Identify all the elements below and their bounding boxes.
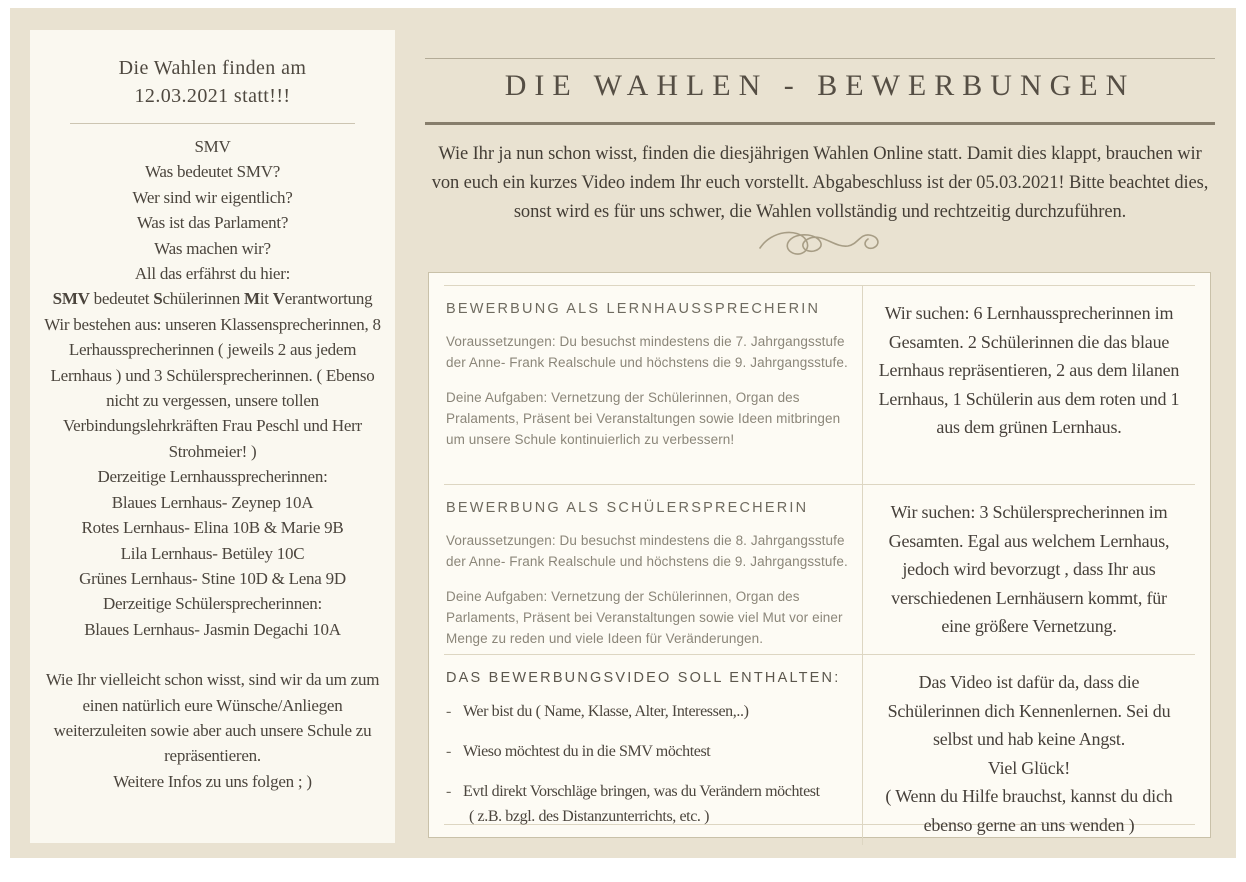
sidebar-line xyxy=(39,134,386,159)
sidebar-line xyxy=(39,566,386,591)
section-paragraph: Deine Aufgaben: Vernetzung der Schülerinnen, Organ des Pralaments, Präsent bei Veranstaltungen sowie Ideen mitbringen um unsere Schule kontinuierlich zu verbessern! xyxy=(446,390,841,447)
sidebar-text-segment: S xyxy=(153,289,163,309)
slide-background xyxy=(10,8,1236,858)
bullet-text: Wer bist du ( Name, Klasse, Alter, Interessen,..) xyxy=(463,703,749,720)
sidebar-heading-line2: 12.03.2021 statt!!! xyxy=(134,85,291,107)
aside-paragraph: Viel Glück! xyxy=(987,757,1071,778)
section-schuelersprecherin xyxy=(444,485,863,655)
sidebar-line xyxy=(39,261,386,286)
sidebar-text-segment: V xyxy=(272,289,285,309)
title-rule-bottom xyxy=(425,122,1215,125)
bullet-marker: - xyxy=(446,783,451,800)
sidebar-text-segment: M xyxy=(243,289,260,309)
bullet-item xyxy=(446,780,852,828)
sidebar-text-segment: Derzeitige Lernhaussprecherinnen: xyxy=(97,467,328,487)
applications-box xyxy=(428,272,1211,838)
sidebar-line xyxy=(39,541,386,566)
bullet-marker: - xyxy=(446,743,451,760)
sidebar-text-segment: Lila Lernhaus- Betüley 10C xyxy=(120,543,305,563)
sidebar-text-segment: Wir bestehen aus: unseren Klassensprecherinnen, 8 Lerhaussprecherinnen ( jeweils 2 aus jedem Lernhaus ) und 3 Schülersprecherinnen. ( Ebenso nicht zu vergessen, unsere tollen Verbindungslehrkräften Frau Peschl und Herr Strohmeier! ) xyxy=(44,314,381,461)
sidebar-text-segment: Weitere Infos zu uns folgen ; ) xyxy=(113,771,312,791)
sidebar-text-segment: Was bedeutet SMV? xyxy=(144,162,281,182)
sidebar-text-segment: Was machen wir? xyxy=(154,238,271,258)
sidebar-line xyxy=(39,490,386,515)
sidebar-text-segment: it xyxy=(259,289,273,309)
section-heading: BEWERBUNG ALS LERNHAUSSPRECHERIN xyxy=(446,301,821,317)
sidebar-divider xyxy=(70,123,355,124)
section-bewerbungsvideo xyxy=(444,655,863,845)
aside-bewerbungsvideo xyxy=(863,655,1195,845)
sidebar-text-segment: chülerinnen xyxy=(162,289,244,309)
sidebar-line xyxy=(39,185,386,210)
applications-grid xyxy=(444,285,1195,835)
sidebar-text-segment: Was ist das Parlament? xyxy=(136,213,289,233)
sidebar-line xyxy=(39,769,386,794)
sidebar-text-segment: Rotes Lernhaus- Elina 10B & Marie 9B xyxy=(81,518,344,538)
sidebar-text-segment: erantwortung xyxy=(284,289,373,309)
sidebar-text-segment: SMV xyxy=(52,289,90,309)
sidebar-heading xyxy=(30,30,395,110)
sidebar-text xyxy=(30,134,395,794)
bullet-item xyxy=(446,740,852,763)
sidebar-line xyxy=(39,236,386,261)
sidebar-line xyxy=(39,617,386,642)
section-heading: BEWERBUNG ALS SCHÜLERSPRECHERIN xyxy=(446,500,809,516)
sidebar-text-segment: Derzeitige Schülersprecherinnen: xyxy=(102,594,323,614)
section-paragraph: Voraussetzungen: Du besuchst mindestens die 8. Jahrgangsstufe der Anne- Frank Realschule und höchstens die 9. Jahrgangsstufe. xyxy=(446,533,848,569)
bullet-text: Wieso möchtest du in die SMV möchtest xyxy=(463,743,711,760)
title-rule-top xyxy=(425,58,1215,59)
aside-paragraph: Wir suchen: 6 Lernhaussprecherinnen im Gesamten. 2 Schülerinnen die das blaue Lernhaus repräsentieren, 2 aus dem lilanen Lernhaus, 1 Schülerin aus dem roten und 1 aus dem grünen Lernhaus. xyxy=(878,303,1180,437)
sidebar-line xyxy=(39,464,386,489)
aside-paragraph: ( Wenn du Hilfe brauchst, kannst du dich ebenso gerne an uns wenden ) xyxy=(885,786,1173,835)
sidebar-line xyxy=(39,667,386,769)
flourish-icon xyxy=(750,220,890,266)
bullet-marker: - xyxy=(446,703,451,720)
page-title: DIE WAHLEN - BEWERBUNGEN xyxy=(504,69,1136,102)
sidebar-text-segment: All das erfährst du hier: xyxy=(134,264,291,284)
section-lernhaussprecherin xyxy=(444,286,863,485)
sidebar-line xyxy=(39,515,386,540)
sidebar-line xyxy=(39,159,386,184)
section-heading: DAS BEWERBUNGSVIDEO SOLL ENTHALTEN: xyxy=(446,670,841,686)
main-content xyxy=(425,8,1215,858)
sidebar-line xyxy=(39,210,386,235)
sidebar-text-segment: SMV xyxy=(194,137,231,156)
sidebar-heading-line1: Die Wahlen finden am xyxy=(118,57,307,79)
sidebar-text-segment: Blaues Lernhaus- Zeynep 10A xyxy=(111,492,314,512)
sidebar-text-segment: bedeutet xyxy=(89,289,154,309)
intro-paragraph: Wie Ihr ja nun schon wisst, finden die diesjährigen Wahlen Online statt. Damit dies klappt, brauchen wir von euch ein kurzes Video indem Ihr euch vorstellt. Abgabeschluss ist der 05.03.2021! Bitte beachtet dies, sonst wird es für uns schwer, die Wahlen vollständig und rechtzeitig durchzuführen. xyxy=(431,144,1209,222)
aside-lernhaussprecherin xyxy=(863,286,1195,485)
sidebar-text-segment: Blaues Lernhaus- Jasmin Degachi 10A xyxy=(84,619,341,639)
sidebar-text-segment: Wie Ihr vielleicht schon wisst, sind wir da um zum einen natürlich eure Wünsche/Anliegen weiterzuleiten sowie aber auch unsere Schule zu repräsentieren. xyxy=(45,670,380,766)
sidebar-line xyxy=(39,591,386,616)
section-paragraph: Voraussetzungen: Du besuchst mindestens die 7. Jahrgangsstufe der Anne- Frank Realschule und höchstens die 9. Jahrgangsstufe. xyxy=(446,334,848,370)
aside-schuelersprecherin xyxy=(863,485,1195,655)
sidebar-text-segment: Wer sind wir eigentlich? xyxy=(132,187,293,207)
section-paragraph: Deine Aufgaben: Vernetzung der Schülerinnen, Organ des Parlaments, Präsent bei Veranstaltungen sowie viel Mut vor einer Menge zu reden und viele Ideen für Veränderungen. xyxy=(446,589,843,646)
sidebar-spacer xyxy=(39,642,386,667)
sidebar-card xyxy=(30,30,395,843)
bullet-text-line1: Evtl direkt Vorschläge bringen, was du Verändern möchtest xyxy=(463,783,820,800)
bullet-text-line2: ( z.B. bzgl. des Distanzunterrichts, etc. ) xyxy=(469,808,710,825)
bullet-text xyxy=(463,780,820,828)
sidebar-line xyxy=(39,312,386,464)
aside-paragraph: Das Video ist dafür da, dass die Schülerinnen dich Kennenlernen. Sei du selbst und hab keine Angst. xyxy=(887,672,1171,749)
sidebar-text-segment: Grünes Lernhaus- Stine 10D & Lena 9D xyxy=(79,568,346,588)
aside-paragraph: Wir suchen: 3 Schülersprecherinnen im Gesamten. Egal aus welchem Lernhaus, jedoch wird bevorzugt , dass Ihr aus verschiedenen Lernhäusern kommt, für eine größere Vernetzung. xyxy=(888,502,1170,636)
sidebar-line xyxy=(39,286,386,311)
bullet-item xyxy=(446,700,852,723)
